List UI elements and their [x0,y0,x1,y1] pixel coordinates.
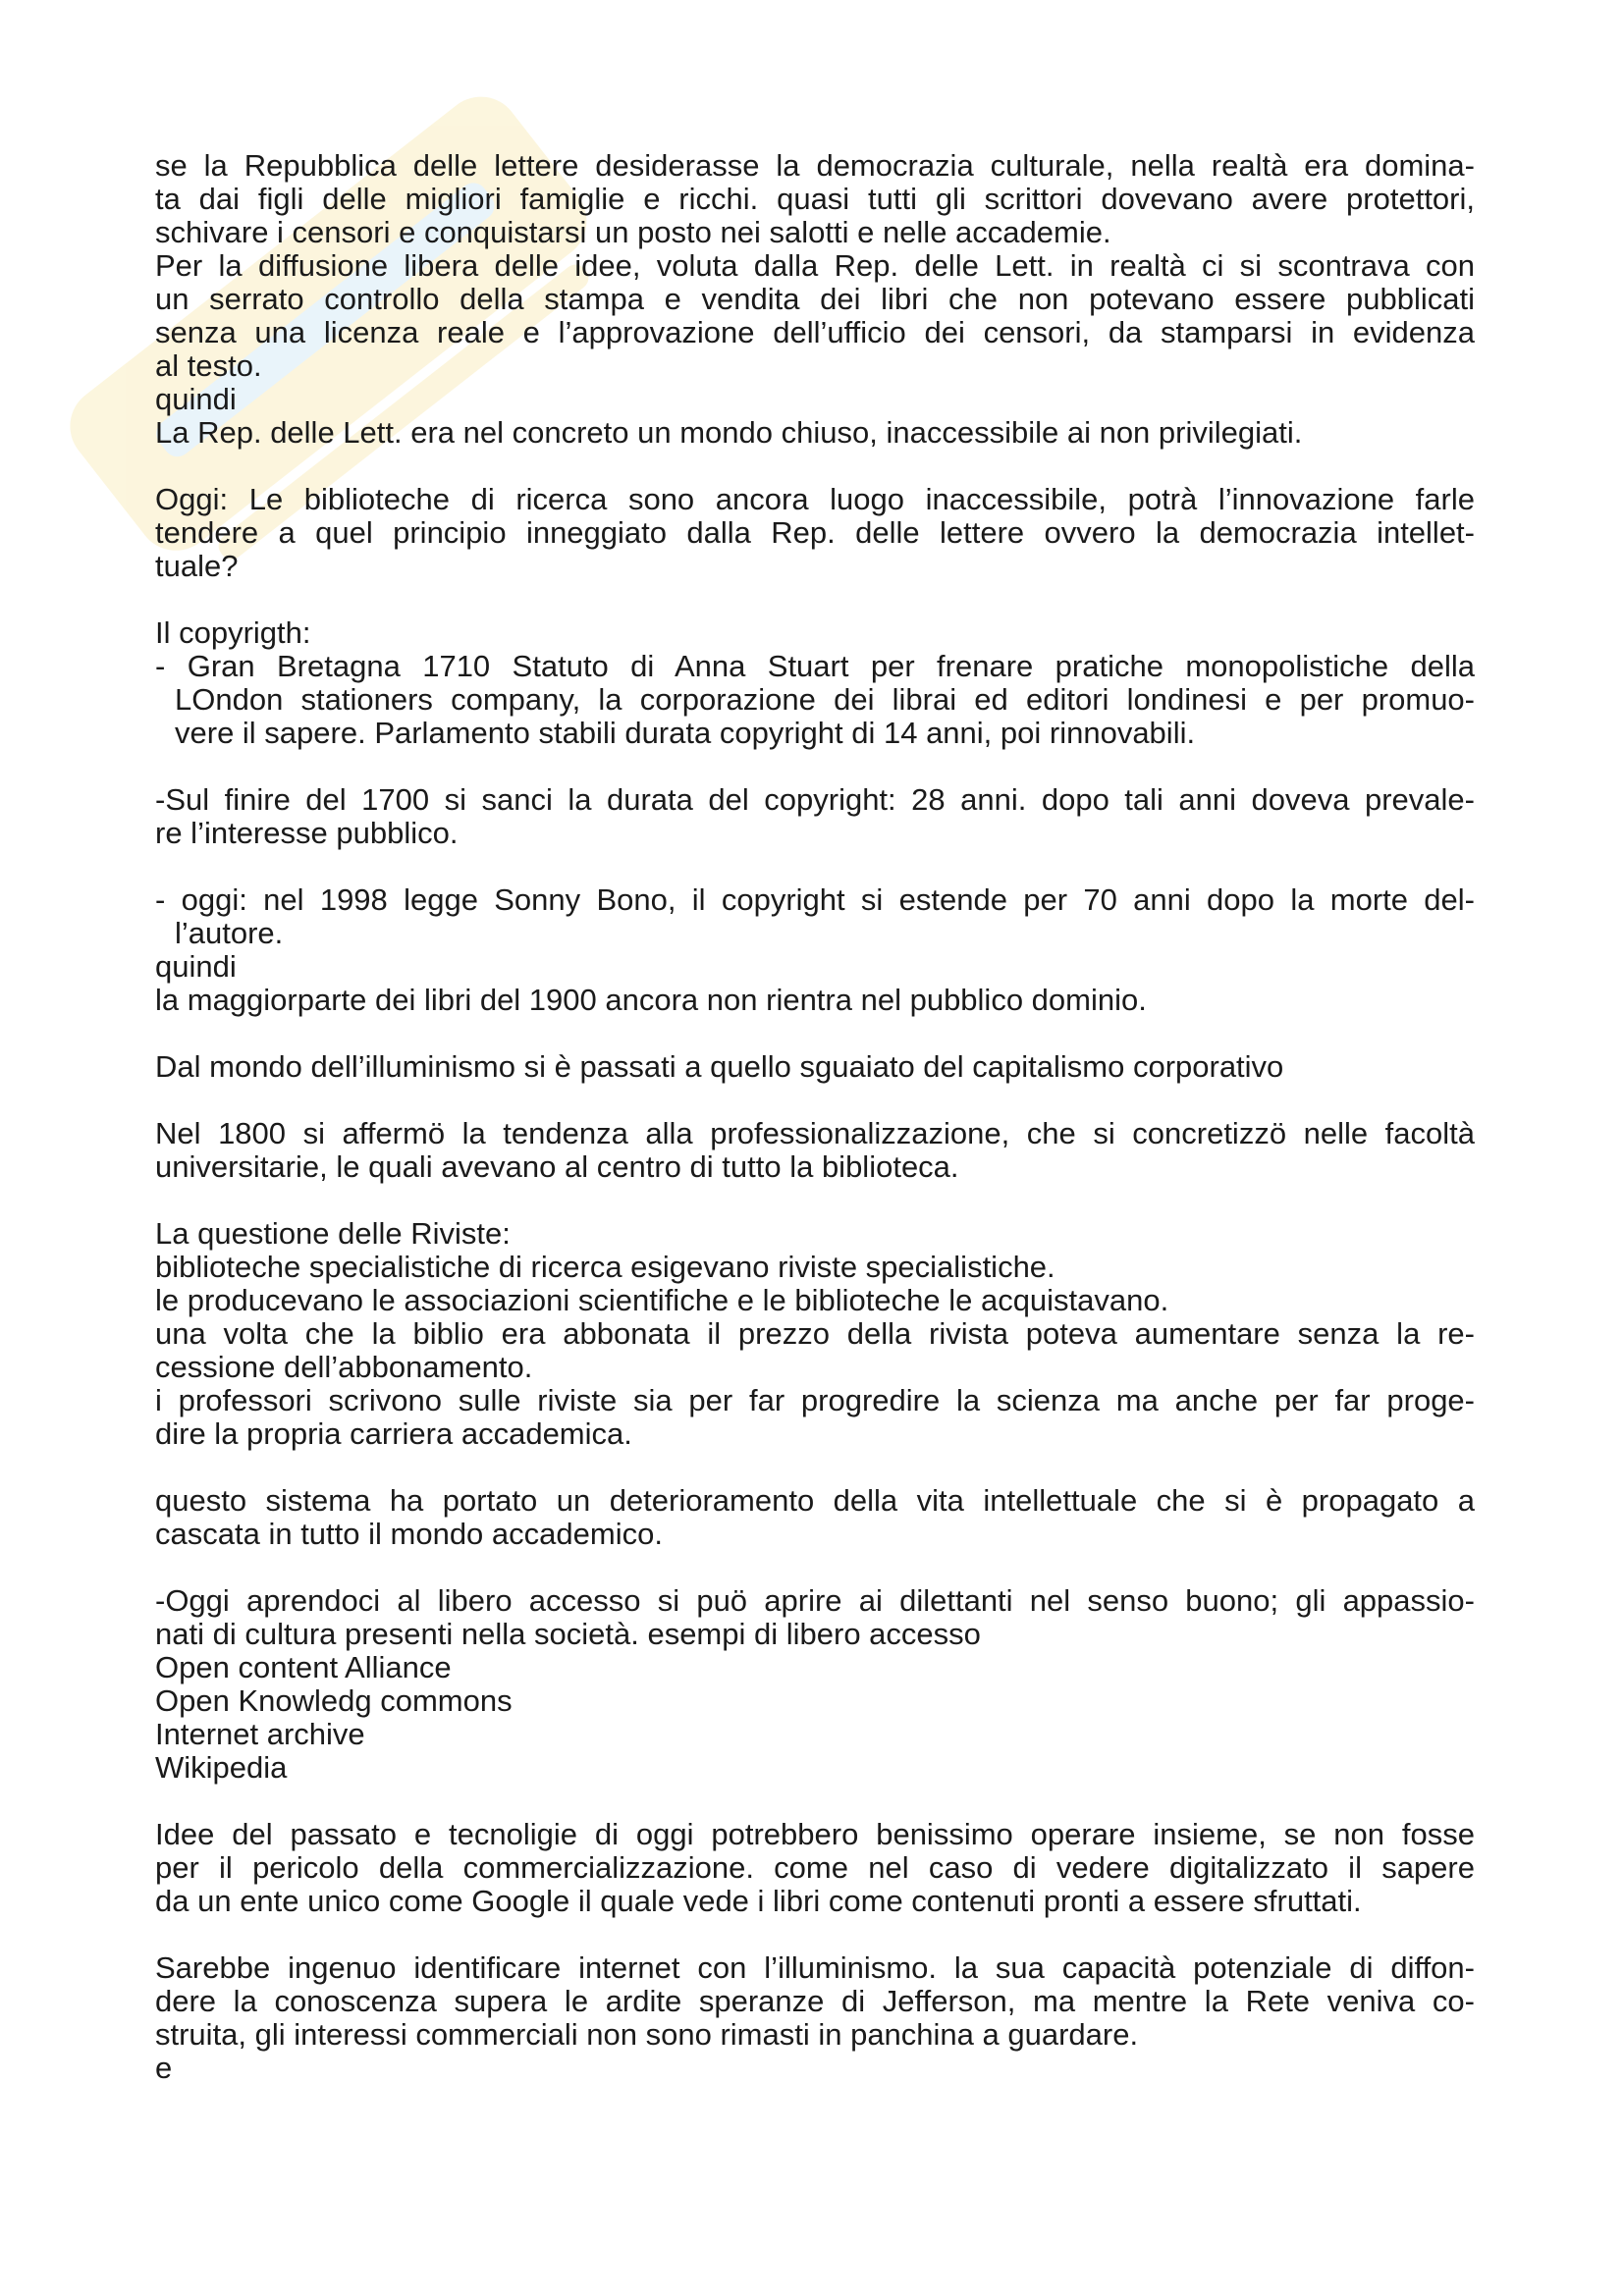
list-item: Internet archive [155,1717,365,1751]
list-item: Wikipedia [155,1750,288,1785]
text-line: un serrato controllo della stampa e vendita dei libri che non potevano essere pubblicati [155,282,1475,316]
text-line: e [155,2051,173,2085]
text-line: La Rep. delle Lett. era nel concreto un mondo chiuso, inaccessibile ai non privilegiati. [155,415,1303,450]
text-line: dere la conoscenza supera le ardite speranze di Jefferson, ma mentre la Rete veniva co- [155,1984,1475,2018]
text-line: quindi [155,949,237,984]
text-line: da un ente unico come Google il quale vede i libri come contenuti pronti a essere sfruttati. [155,1884,1362,1918]
document-body [155,149,1475,2085]
text-line: ta dai figli delle migliori famiglie e ricchi. quasi tutti gli scrittori dovevano avere protettori, [155,182,1475,216]
text-line: l’autore. [175,916,284,950]
text-line: universitarie, le quali avevano al centro di tutto la biblioteca. [155,1149,959,1184]
text-line: -Sul finire del 1700 si sanci la durata del copyright: 28 anni. dopo tali anni doveva prevale- [155,782,1475,817]
text-line: quindi [155,382,237,416]
text-line: tendere a quel principio inneggiato dalla Rep. delle lettere ovvero la democrazia intellet- [155,515,1475,550]
text-line: i professori scrivono sulle riviste sia per far progredire la scienza ma anche per far proge- [155,1383,1475,1417]
text-line: cessione dell’abbonamento. [155,1350,533,1384]
text-line: Oggi: Le biblioteche di ricerca sono ancora luogo inaccessibile, potrà l’innovazione farle [155,482,1475,516]
text-line: dire la propria carriera accademica. [155,1416,632,1451]
text-line: questo sistema ha portato un deterioramento della vita intellettuale che si è propagato a [155,1483,1475,1518]
text-line: Dal mondo dell’illuminismo si è passati a quello sguaiato del capitalismo corporativo [155,1049,1284,1084]
text-line: tuale? [155,549,239,583]
text-line: biblioteche specialistiche di ricerca esigevano riviste specialistiche. [155,1250,1055,1284]
text-line: - Gran Bretagna 1710 Statuto di Anna Stuart per frenare pratiche monopolistiche della [155,649,1475,683]
text-line: una volta che la biblio era abbonata il prezzo della rivista poteva aumentare senza la re- [155,1316,1475,1351]
riviste-heading: La questione delle Riviste: [155,1216,511,1251]
text-line: schivare i censori e conquistarsi un posto nei salotti e nelle accademie. [155,215,1111,249]
text-line: LOndon stationers company, la corporazione dei librai ed editori londinesi e per promuo- [175,682,1475,717]
list-item: Open Knowledg commons [155,1683,513,1718]
list-item: Open content Alliance [155,1650,452,1684]
text-line: re l’interesse pubblico. [155,816,459,850]
text-line: Per la diffusione libera delle idee, voluta dalla Rep. delle Lett. in realtà ci si scontrava con [155,248,1475,283]
text-line: per il pericolo della commercializzazione. come nel caso di vedere digitalizzato il sapere [155,1850,1475,1885]
text-line: la maggiorparte dei libri del 1900 ancora non rientra nel pubblico dominio. [155,983,1147,1017]
text-line: al testo. [155,348,262,383]
text-line: le producevano le associazioni scientifiche e le biblioteche le acquistavano. [155,1283,1169,1317]
text-line: Sarebbe ingenuo identificare internet con l’illuminismo. la sua capacità potenziale di diffon- [155,1950,1475,1985]
text-line: cascata in tutto il mondo accademico. [155,1517,663,1551]
text-line: se la Repubblica delle lettere desiderasse la democrazia culturale, nella realtà era domina- [155,148,1475,183]
text-line: -Oggi aprendoci al libero accesso si puö aprire ai dilettanti nel senso buono; gli appassio- [155,1583,1475,1618]
text-line: Nel 1800 si affermö la tendenza alla professionalizzazione, che si concretizzö nelle facoltà [155,1116,1475,1150]
text-line: - oggi: nel 1998 legge Sonny Bono, il copyright si estende per 70 anni dopo la morte del- [155,882,1475,917]
copyright-heading: Il copyrigth: [155,615,311,650]
text-line: Idee del passato e tecnoligie di oggi potrebbero benissimo operare insieme, se non fosse [155,1817,1475,1851]
text-line: struita, gli interessi commerciali non sono rimasti in panchina a guardare. [155,2017,1139,2052]
text-line: vere il sapere. Parlamento stabili durata copyright di 14 anni, poi rinnovabili. [175,716,1196,750]
text-line: nati di cultura presenti nella società. esempi di libero accesso [155,1617,981,1651]
text-line: senza una licenza reale e l’approvazione dell’ufficio dei censori, da stamparsi in evidenza [155,315,1475,349]
